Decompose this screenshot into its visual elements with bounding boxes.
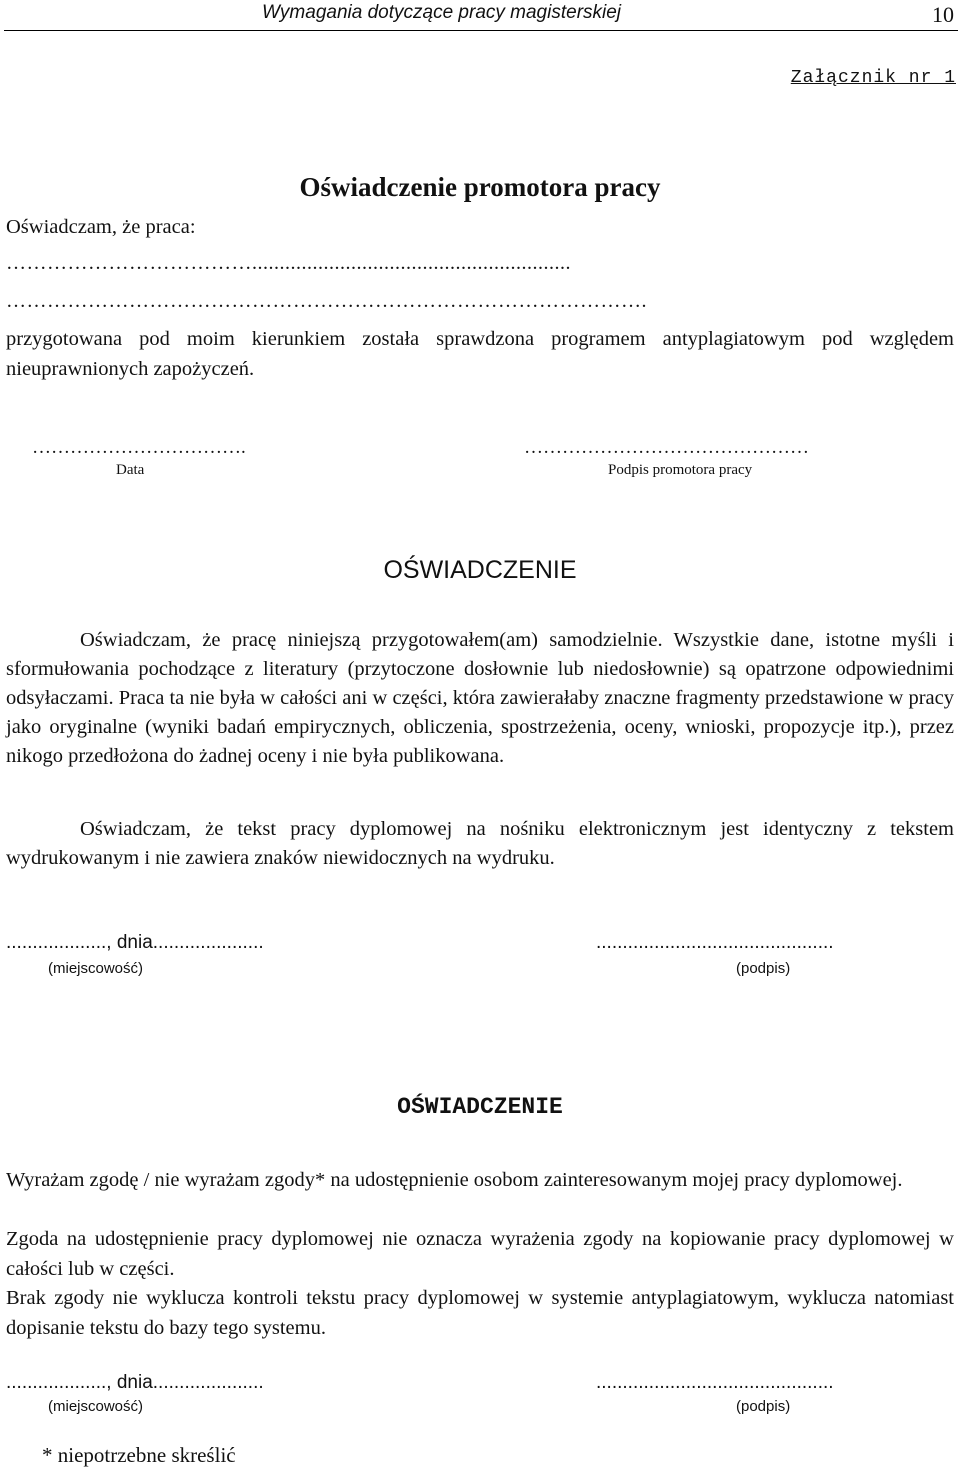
footnote: * niepotrzebne skreślić <box>42 1443 236 1467</box>
signature-label-1: (podpis) <box>736 960 791 977</box>
signature-line-2: ............................................. <box>596 1372 834 1393</box>
promoter-signature-label: Podpis promotora pracy <box>608 462 753 478</box>
promoter-statement-body: przygotowana pod moim kierunkiem została sprawdzona programem antyplagiatowym pod względem nieuprawnionych zapożyczeń. <box>6 328 954 380</box>
declaration-1-title: OŚWIADCZENIE <box>383 556 577 584</box>
promoter-signature-line: ……………………………………… <box>524 437 809 458</box>
declaration-2-paragraph-2: Zgoda na udostępnienie pracy dyplomowej nie oznacza wyrażenia zgody na kopiowanie pracy dyplomowej w całości lub w części. <box>6 1228 954 1280</box>
declaration-2-title: OŚWIADCZENIE <box>397 1094 563 1120</box>
declaration-2-paragraph-1: Wyrażam zgodę / nie wyrażam zgody* na udostępnienie osobom zainteresowanym mojej pracy dyplomowej. <box>6 1169 903 1191</box>
fill-line-1: ……………………………….......................................................... <box>6 252 571 274</box>
declaration-2-paragraph-3: Brak zgody nie wyklucza kontroli tekstu pracy dyplomowej w systemie antyplagiatowym, wyklucza natomiast dopisanie tekstu do bazy tego systemu. <box>6 1287 954 1339</box>
place-date-line-2: ..................., dnia..................... <box>6 1372 264 1393</box>
signature-line-1: ............................................. <box>596 932 834 953</box>
place-label-2: (miejscowość) <box>48 1398 144 1415</box>
date-fill-line: ……………………………. <box>32 437 246 458</box>
declaration-1-paragraph-1: Oświadczam, że pracę niniejszą przygotowałem(am) samodzielnie. Wszystkie dane, istotne myśli i sformułowania pochodzące z literatury (przytoczone dosłownie lub niedosłownie) są opatrzone odpowiednimi odsyłaczami. Praca ta nie była w całości ani w części, która zawierałaby znaczne fragmenty przedstawione w pracy jako oryginalne (wyniki badań empirycznych, obliczenia, spostrzeżenia, oceny, wnioski, propozycje itp.), przez nikogo przedłożona do żadnej oceny i nie była publikowana. <box>6 629 954 767</box>
place-date-line-1: ..................., dnia..................... <box>6 932 264 953</box>
place-label-1: (miejscowość) <box>48 960 144 977</box>
fill-line-2: …………………………………………………………………………………. <box>6 290 647 312</box>
page-number: 10 <box>932 2 954 27</box>
promoter-statement-title: Oświadczenie promotora pracy <box>299 172 661 202</box>
header-title: Wymagania dotyczące pracy magisterskiej <box>262 2 622 23</box>
annex-label: Załącznik nr 1 <box>790 68 956 88</box>
signature-label-2: (podpis) <box>736 1398 791 1415</box>
declaration-1-paragraph-2: Oświadczam, że tekst pracy dyplomowej na nośniku elektronicznym jest identyczny z tekstem wydrukowanym i nie zawiera znaków niewidocznych na wydruku. <box>6 818 954 869</box>
date-label: Data <box>116 462 145 478</box>
page-header <box>4 0 958 31</box>
promoter-statement-intro: Oświadczam, że praca: <box>6 216 196 238</box>
